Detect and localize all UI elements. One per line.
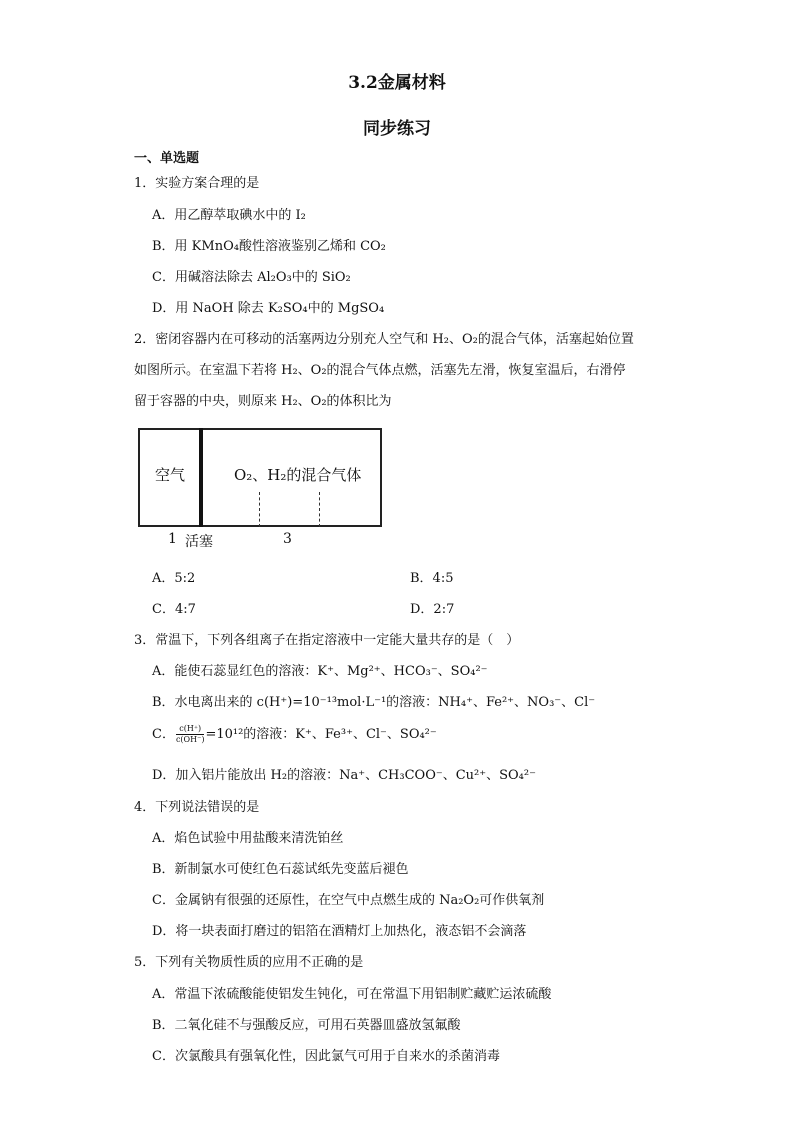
- piston-bar: [199, 428, 203, 527]
- q4-option-d: D．将一块表面打磨过的铝箔在酒精灯上加热化，液态铝不会滴落: [152, 924, 527, 939]
- label-3: 3: [283, 531, 292, 547]
- q3-option-d: D．加入铝片能放出 H₂的溶液：Na⁺、CH₃COO⁻、Cu²⁺、SO₄²⁻: [152, 768, 536, 783]
- q4-stem: 4．下列说法错误的是: [134, 800, 260, 815]
- q2-option-a: A．5:2: [152, 571, 196, 586]
- q2-stem-line-2: 如图所示。在室温下若将 H₂、O₂的混合气体点燃，活塞先左滑，恢复室温后，右滑停: [134, 363, 626, 378]
- q1-option-a: A．用乙醇萃取碘水中的 I₂: [152, 208, 306, 223]
- q2-stem-line-3: 留于容器的中央，则原来 H₂、O₂的体积比为: [134, 394, 392, 409]
- dashed-marker-2: [319, 492, 320, 527]
- q4-option-a: A．焰色试验中用盐酸来清洗铂丝: [152, 831, 344, 846]
- dashed-marker-1: [259, 492, 260, 527]
- q3-option-c-rest: =10¹²的溶液：K⁺、Fe³⁺、Cl⁻、SO₄²⁻: [205, 727, 437, 742]
- q2-option-d: D．2:7: [410, 602, 455, 617]
- q1-option-d: D．用 NaOH 除去 K₂SO₄中的 MgSO₄: [152, 301, 385, 316]
- q3-stem: 3．常温下，下列各组离子在指定溶液中一定能大量共存的是（ ）: [134, 633, 520, 648]
- air-label: 空气: [155, 466, 186, 484]
- q5-option-b: B．二氧化硅不与强酸反应，可用石英器皿盛放氢氟酸: [152, 1018, 461, 1033]
- doc-title: 3.2金属材料: [348, 73, 446, 93]
- doc-subtitle: 同步练习: [363, 119, 431, 139]
- q3-option-a: A．能使石蕊显红色的溶液：K⁺、Mg²⁺、HCO₃⁻、SO₄²⁻: [152, 664, 488, 679]
- q5-stem: 5．下列有关物质性质的应用不正确的是: [134, 955, 364, 970]
- q2-option-b: B．4:5: [410, 571, 454, 586]
- q4-option-b: B．新制氯水可使红色石蕊试纸先变蓝后褪色: [152, 862, 409, 877]
- piston-container-diagram: [138, 428, 382, 526]
- q4-option-c: C．金属钠有很强的还原性，在空气中点燃生成的 Na₂O₂可作供氧剂: [152, 893, 545, 908]
- fraction-denominator: c(OH⁻): [175, 735, 205, 744]
- q3-option-c-prefix: C．: [152, 727, 175, 742]
- q1-option-c: C．用碱溶法除去 Al₂O₃中的 SiO₂: [152, 270, 351, 285]
- section-heading: 一、单选题: [134, 151, 200, 166]
- q3-option-b: B．水电离出来的 c(H⁺)=10⁻¹³mol·L⁻¹的溶液：NH₄⁺、Fe²⁺、NO₃⁻、Cl⁻: [152, 695, 596, 710]
- q1-stem: 1．实验方案合理的是: [134, 176, 260, 191]
- fraction-numerator: c(H⁺): [176, 724, 204, 735]
- q2-option-c: C．4:7: [152, 602, 196, 617]
- concentration-ratio-fraction: [176, 724, 204, 745]
- gas-mixture-label: O₂、H₂的混合气体: [234, 466, 362, 484]
- q5-option-a: A．常温下浓硫酸能使铝发生钝化，可在常温下用铝制贮藏贮运浓硫酸: [152, 987, 552, 1002]
- q2-stem-line-1: 2．密闭容器内在可移动的活塞两边分别充人空气和 H₂、O₂的混合气体，活塞起始位置: [134, 332, 634, 347]
- q5-option-c: C．次氯酸具有强氧化性，因此氯气可用于自来水的杀菌消毒: [152, 1049, 500, 1064]
- q1-option-b: B．用 KMnO₄酸性溶液鉴别乙烯和 CO₂: [152, 239, 386, 254]
- q3-option-c: [152, 723, 437, 745]
- label-piston: 活塞: [185, 534, 213, 550]
- label-1: 1: [168, 531, 177, 547]
